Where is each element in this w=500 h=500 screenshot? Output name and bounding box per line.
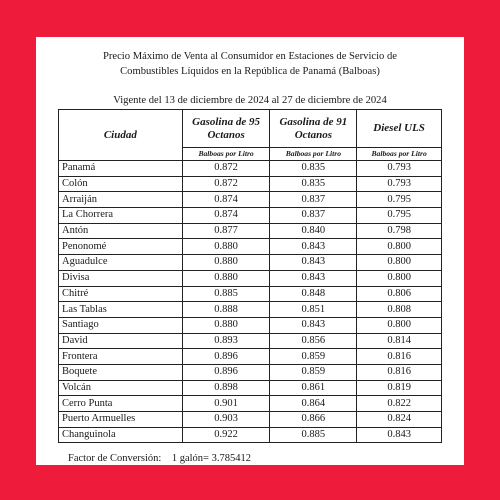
table-row: [59, 161, 442, 177]
conversion-factor: [68, 453, 251, 465]
table-row: [59, 255, 442, 271]
diesel-price: 0.806: [357, 286, 442, 302]
gasoline-91-price: 0.843: [270, 317, 357, 333]
gasoline-95-price: 0.901: [182, 396, 270, 412]
gasoline-95-price: 0.880: [182, 255, 270, 271]
gasoline-91-price: 0.861: [270, 380, 357, 396]
gasoline-95-price: 0.880: [182, 317, 270, 333]
unit-label-gasoline-91: Balboas por Litro: [270, 148, 357, 161]
title-line-1: Precio Máximo de Venta al Consumidor en Estaciones de Servicio de: [102, 51, 397, 62]
gasoline-95-price: 0.874: [182, 208, 270, 224]
city-cell: Cerro Punta: [59, 396, 183, 412]
gasoline-95-price: 0.872: [182, 161, 270, 177]
city-cell: Divisa: [59, 270, 183, 286]
diesel-price: 0.816: [357, 364, 442, 380]
column-header-gasoline-95: Gasolina de 95 Octanos: [182, 110, 270, 148]
gasoline-91-price: 0.864: [270, 396, 357, 412]
city-cell: Volcán: [59, 380, 183, 396]
diesel-price: 0.824: [357, 412, 442, 428]
diesel-price: 0.814: [357, 333, 442, 349]
diesel-price: 0.819: [357, 380, 442, 396]
unit-label-diesel: Balboas por Litro: [357, 148, 442, 161]
validity-period: Vigente del 13 de diciembre de 2024 al 27 de diciembre de 2024: [113, 95, 387, 106]
gasoline-91-price: 0.866: [270, 412, 357, 428]
price-sheet: [36, 37, 464, 465]
table-row: [59, 239, 442, 255]
gasoline-95-price: 0.888: [182, 302, 270, 318]
table-row: [59, 192, 442, 208]
city-cell: Changuinola: [59, 427, 183, 443]
gasoline-91-price: 0.843: [270, 270, 357, 286]
table-row: [59, 302, 442, 318]
gasoline-91-price: 0.859: [270, 364, 357, 380]
gasoline-95-price: 0.896: [182, 349, 270, 365]
conversion-factor-value: 1 galón= 3.785412: [171, 453, 251, 464]
gasoline-91-price: 0.856: [270, 333, 357, 349]
gasoline-95-price: 0.874: [182, 192, 270, 208]
gasoline-91-price: 0.835: [270, 161, 357, 177]
column-header-city: Ciudad: [59, 110, 183, 161]
city-cell: Santiago: [59, 317, 183, 333]
city-cell: Penonomé: [59, 239, 183, 255]
gasoline-95-price: 0.893: [182, 333, 270, 349]
diesel-price: 0.808: [357, 302, 442, 318]
city-cell: Arraiján: [59, 192, 183, 208]
city-cell: Chitré: [59, 286, 183, 302]
gasoline-91-price: 0.859: [270, 349, 357, 365]
gasoline-91-price: 0.851: [270, 302, 357, 318]
diesel-price: 0.800: [357, 270, 442, 286]
gasoline-91-price: 0.843: [270, 239, 357, 255]
gasoline-95-price: 0.898: [182, 380, 270, 396]
diesel-price: 0.795: [357, 192, 442, 208]
table-row: [59, 427, 442, 443]
table-row: [59, 412, 442, 428]
gasoline-95-price: 0.885: [182, 286, 270, 302]
city-cell: Boquete: [59, 364, 183, 380]
gasoline-91-price: 0.837: [270, 192, 357, 208]
diesel-price: 0.793: [357, 161, 442, 177]
diesel-price: 0.798: [357, 223, 442, 239]
diesel-price: 0.793: [357, 176, 442, 192]
table-row: [59, 349, 442, 365]
unit-label-gasoline-95: Balboas por Litro: [182, 148, 270, 161]
column-header-gasoline-91: Gasolina de 91 Octanos: [270, 110, 357, 148]
table-row: [59, 364, 442, 380]
city-cell: Las Tablas: [59, 302, 183, 318]
gasoline-91-price: 0.848: [270, 286, 357, 302]
city-cell: David: [59, 333, 183, 349]
city-cell: La Chorrera: [59, 208, 183, 224]
city-cell: Puerto Armuelles: [59, 412, 183, 428]
city-cell: Aguadulce: [59, 255, 183, 271]
gasoline-91-price: 0.840: [270, 223, 357, 239]
gasoline-91-price: 0.837: [270, 208, 357, 224]
table-row: [59, 176, 442, 192]
table-row: [59, 270, 442, 286]
diesel-price: 0.800: [357, 239, 442, 255]
gasoline-91-price: 0.835: [270, 176, 357, 192]
gasoline-95-price: 0.877: [182, 223, 270, 239]
diesel-price: 0.843: [357, 427, 442, 443]
table-row: [59, 223, 442, 239]
table-row: [59, 380, 442, 396]
diesel-price: 0.795: [357, 208, 442, 224]
table-row: [59, 333, 442, 349]
table-row: [59, 286, 442, 302]
gasoline-95-price: 0.872: [182, 176, 270, 192]
diesel-price: 0.800: [357, 255, 442, 271]
gasoline-91-price: 0.843: [270, 255, 357, 271]
gasoline-91-price: 0.885: [270, 427, 357, 443]
diesel-price: 0.816: [357, 349, 442, 365]
diesel-price: 0.800: [357, 317, 442, 333]
gasoline-95-price: 0.922: [182, 427, 270, 443]
city-cell: Panamá: [59, 161, 183, 177]
document-title: [36, 49, 464, 79]
diesel-price: 0.822: [357, 396, 442, 412]
table-header-row: [59, 110, 442, 148]
city-cell: Frontera: [59, 349, 183, 365]
table-row: [59, 317, 442, 333]
gasoline-95-price: 0.880: [182, 239, 270, 255]
city-cell: Colón: [59, 176, 183, 192]
conversion-factor-label: Factor de Conversión:: [68, 453, 162, 464]
gasoline-95-price: 0.903: [182, 412, 270, 428]
fuel-price-table: [58, 109, 442, 443]
table-row: [59, 208, 442, 224]
city-cell: Antón: [59, 223, 183, 239]
column-header-diesel: Diesel ULS: [357, 110, 442, 148]
gasoline-95-price: 0.880: [182, 270, 270, 286]
gasoline-95-price: 0.896: [182, 364, 270, 380]
table-row: [59, 396, 442, 412]
title-line-2: Combustibles Líquidos en la República de Panamá (Balboas): [120, 66, 380, 77]
